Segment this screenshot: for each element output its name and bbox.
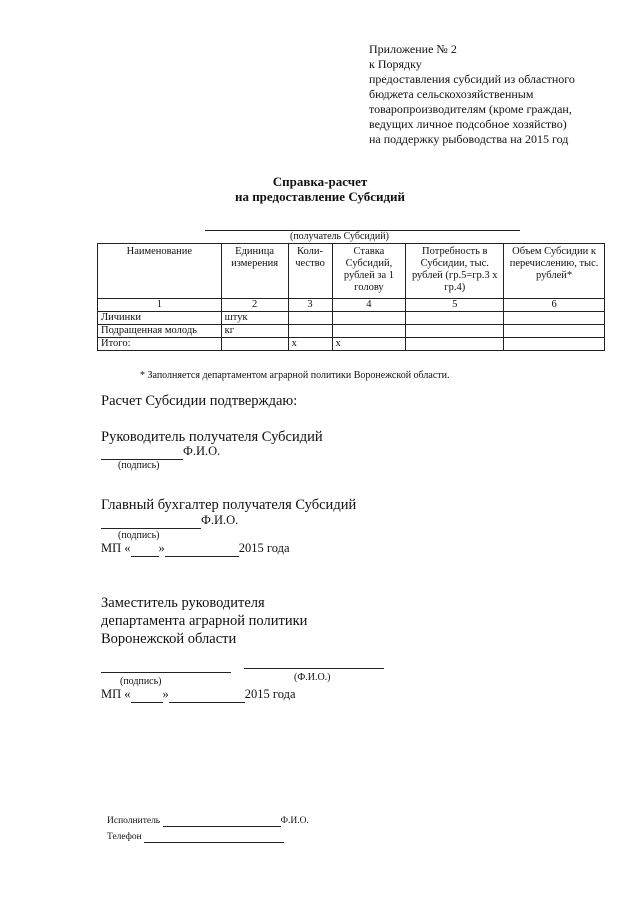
column-number: 1 [98,299,222,312]
table-row [98,325,605,338]
day-blank [131,541,159,557]
head-signature-caption: (подпись) [118,460,160,471]
table-header-cell: Коли-чество [288,244,332,299]
table-cell [406,338,504,351]
head-fio: Ф.И.О. [183,444,221,458]
mp-year: 2015 года [244,687,296,701]
head-signature-line [101,444,220,460]
table-header-cell: Ставка Субсидий, рублей за 1 голову [332,244,406,299]
column-number: 4 [332,299,406,312]
deputy-title-line2: департамента аграрной политики [101,613,308,629]
phone-label: Телефон [107,832,142,842]
head-title: Руководитель получателя Субсидий [101,429,323,445]
appendix-line: товаропроизводителям (кроме граждан, [369,102,572,116]
document-title: Справка-расчет [272,174,368,189]
table-cell [504,325,605,338]
deputy-title-line3: Воронежской области [101,631,237,647]
deputy-signature-caption: (подпись) [120,676,162,687]
accountant-title: Главный бухгалтер получателя Субсидий [101,497,357,513]
confirm-text: Расчет Субсидии подтверждаю: [101,393,298,409]
appendix-line: к Порядку [369,57,422,71]
signature-underline [101,444,183,460]
column-number: 3 [288,299,332,312]
month-blank [169,687,245,703]
table-footnote: * Заполняется департаментом аграрной политики Воронежской области. [140,370,450,381]
accountant-stamp-date [101,541,290,557]
table-cell: х [332,338,406,351]
document-subtitle: на предоставление Субсидий [234,189,406,204]
appendix-line: бюджета сельскохозяйственным [369,87,534,101]
table-header-cell: Потребность в Субсидии, тыс. рублей (гр.5=гр.3 х гр.4) [406,244,504,299]
day-blank [131,687,163,703]
mp-year: 2015 года [238,541,290,555]
table-cell [406,312,504,325]
table-total-row [98,338,605,351]
phone-line [107,832,284,843]
calculation-table [97,243,605,351]
table-header-cell: Объем Субсидии к перечислению, тыс. рублей* [504,244,605,299]
deputy-title-line1: Заместитель руководителя [101,595,265,611]
table-cell: кг [221,325,288,338]
column-number-row [98,299,605,312]
table-cell [406,325,504,338]
executor-underline [163,816,281,827]
accountant-signature-caption: (подпись) [118,530,160,541]
table-row [98,312,605,325]
mp-mid: » [162,687,169,701]
table-cell [332,325,406,338]
table-header-cell: Наименование [98,244,222,299]
executor-fio: Ф.И.О. [280,816,309,826]
deputy-signature-underline [101,672,231,673]
executor-line [107,816,309,827]
table-cell: х [288,338,332,351]
executor-label: Исполнитель [107,816,161,826]
appendix-line: Приложение № 2 [369,42,457,56]
column-number: 2 [221,299,288,312]
mp-prefix: МП « [101,541,131,555]
appendix-header [369,42,619,147]
table-cell: Подращенная молодь [98,325,222,338]
table-cell [221,338,288,351]
table-cell: Итого: [98,338,222,351]
table-cell [504,338,605,351]
recipient-caption: (получатель Субсидий) [290,231,389,242]
table-cell [288,325,332,338]
deputy-fio-underline [244,668,384,669]
table-header-cell: Единица измерения [221,244,288,299]
table-cell: Личинки [98,312,222,325]
deputy-stamp-date [101,687,296,703]
table-cell [332,312,406,325]
appendix-line: предоставления субсидий из областного [369,72,575,86]
mp-mid: » [158,541,165,555]
table-cell: штук [221,312,288,325]
column-number: 5 [406,299,504,312]
signature-underline [101,513,201,529]
mp-prefix: МП « [101,687,131,701]
appendix-line: на поддержку рыбоводства на 2015 год [369,132,569,146]
appendix-line: ведущих личное подсобное хозяйство) [369,117,567,131]
table-header-row [98,244,605,299]
month-blank [165,541,239,557]
accountant-fio: Ф.И.О. [201,513,239,527]
table-cell [504,312,605,325]
table-cell [288,312,332,325]
accountant-signature-line [101,513,238,529]
phone-underline [144,832,284,843]
column-number: 6 [504,299,605,312]
deputy-fio-caption: (Ф.И.О.) [294,672,331,683]
